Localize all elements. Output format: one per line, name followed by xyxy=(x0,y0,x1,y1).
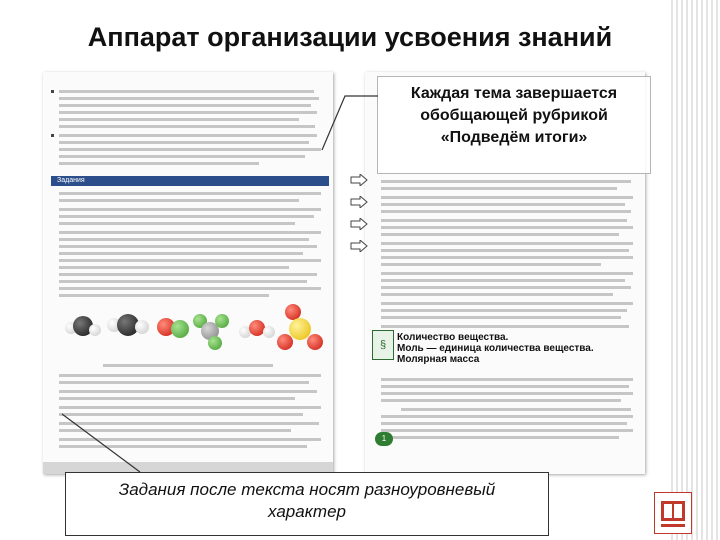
atom xyxy=(307,334,323,350)
text-line xyxy=(381,429,633,432)
text-line xyxy=(381,422,627,425)
text-line xyxy=(59,125,315,128)
callout-line: обобщающей рубрикой xyxy=(420,107,608,124)
text-line xyxy=(59,222,295,225)
text-line xyxy=(59,148,321,151)
text-line xyxy=(59,155,305,158)
text-line xyxy=(381,242,633,245)
text-line xyxy=(381,203,625,206)
text-line xyxy=(59,445,307,448)
text-line xyxy=(59,397,295,400)
text-line xyxy=(59,208,321,211)
text-line xyxy=(381,180,631,183)
text-line xyxy=(59,266,289,269)
atom xyxy=(215,314,229,328)
text-line xyxy=(381,210,631,213)
callout-line: Каждая тема завершается xyxy=(410,85,618,102)
text-line xyxy=(381,325,629,328)
bullet xyxy=(51,134,54,137)
text-line xyxy=(381,256,633,259)
text-line xyxy=(381,279,625,282)
decorative-stripe xyxy=(668,0,720,540)
text-line xyxy=(59,199,299,202)
text-line xyxy=(59,287,321,290)
text-line xyxy=(59,141,309,144)
text-line xyxy=(381,226,633,229)
section-title-line: Молярная масса xyxy=(397,354,480,365)
text-line xyxy=(59,438,321,441)
callout-line: характер xyxy=(268,502,346,521)
section-title-line: Моль — единица количества вещества. xyxy=(397,343,594,354)
atom xyxy=(135,320,149,334)
molecule-models-figure xyxy=(63,304,323,360)
summary-rubric-callout xyxy=(377,76,651,174)
text-line xyxy=(59,374,321,377)
publisher-logo-icon xyxy=(654,492,692,534)
text-line xyxy=(59,215,314,218)
text-line xyxy=(381,249,629,252)
atom xyxy=(277,334,293,350)
text-line xyxy=(381,219,627,222)
text-line xyxy=(59,273,317,276)
slide-title: Аппарат организации усвоения знаний xyxy=(87,22,613,52)
hollow-right-arrow-icon xyxy=(350,174,368,186)
text-line xyxy=(59,259,321,262)
atom xyxy=(171,320,189,338)
callout-line: «Подведём итоги» xyxy=(440,129,588,146)
text-line xyxy=(401,408,631,411)
hollow-right-arrow-icon xyxy=(350,218,368,230)
text-line xyxy=(59,413,303,416)
text-line xyxy=(59,252,303,255)
text-line xyxy=(59,97,319,100)
text-line xyxy=(381,286,631,289)
hollow-right-arrow-icon xyxy=(350,196,368,208)
text-line xyxy=(381,436,619,439)
text-line xyxy=(381,378,633,381)
text-line xyxy=(381,263,601,266)
logo-graphic xyxy=(655,493,691,533)
text-line xyxy=(59,231,321,234)
callout-text xyxy=(66,479,548,523)
tasks-level-callout xyxy=(65,472,549,536)
text-line xyxy=(59,192,321,195)
text-line xyxy=(381,293,613,296)
text-line xyxy=(59,280,307,283)
section-number: § xyxy=(379,339,387,351)
text-line xyxy=(381,415,633,418)
text-line xyxy=(59,111,317,114)
section-number-box xyxy=(372,330,394,360)
text-line xyxy=(59,381,309,384)
text-line xyxy=(59,422,319,425)
text-line xyxy=(381,196,633,199)
text-line xyxy=(59,406,321,409)
text-line xyxy=(59,134,317,137)
text-line xyxy=(381,316,621,319)
text-line xyxy=(381,302,633,305)
text-line xyxy=(381,233,619,236)
text-line xyxy=(59,118,299,121)
paragraph-number-badge: 1 xyxy=(375,432,393,446)
text-line xyxy=(381,272,633,275)
text-line xyxy=(59,429,291,432)
callout-line: Задания после текста носят разноуровневый xyxy=(118,480,496,499)
text-line xyxy=(59,238,309,241)
hollow-right-arrow-icon xyxy=(350,240,368,252)
text-line xyxy=(59,90,314,93)
callout-text xyxy=(378,83,650,149)
text-line xyxy=(59,245,317,248)
text-line xyxy=(381,385,629,388)
text-line xyxy=(59,390,317,393)
section-title xyxy=(397,332,647,365)
figure-caption-line xyxy=(103,364,273,367)
text-line xyxy=(381,392,633,395)
text-line xyxy=(381,309,627,312)
section-title-line: Количество вещества. xyxy=(397,332,509,343)
atom xyxy=(89,324,101,336)
text-line xyxy=(59,104,311,107)
text-line xyxy=(59,294,269,297)
tasks-section-header: Задания xyxy=(51,176,329,186)
text-line xyxy=(59,162,259,165)
bullet xyxy=(51,90,54,93)
atom xyxy=(263,326,275,338)
text-line xyxy=(381,187,617,190)
atom xyxy=(208,336,222,350)
left-textbook-page xyxy=(43,72,333,474)
text-line xyxy=(381,399,621,402)
